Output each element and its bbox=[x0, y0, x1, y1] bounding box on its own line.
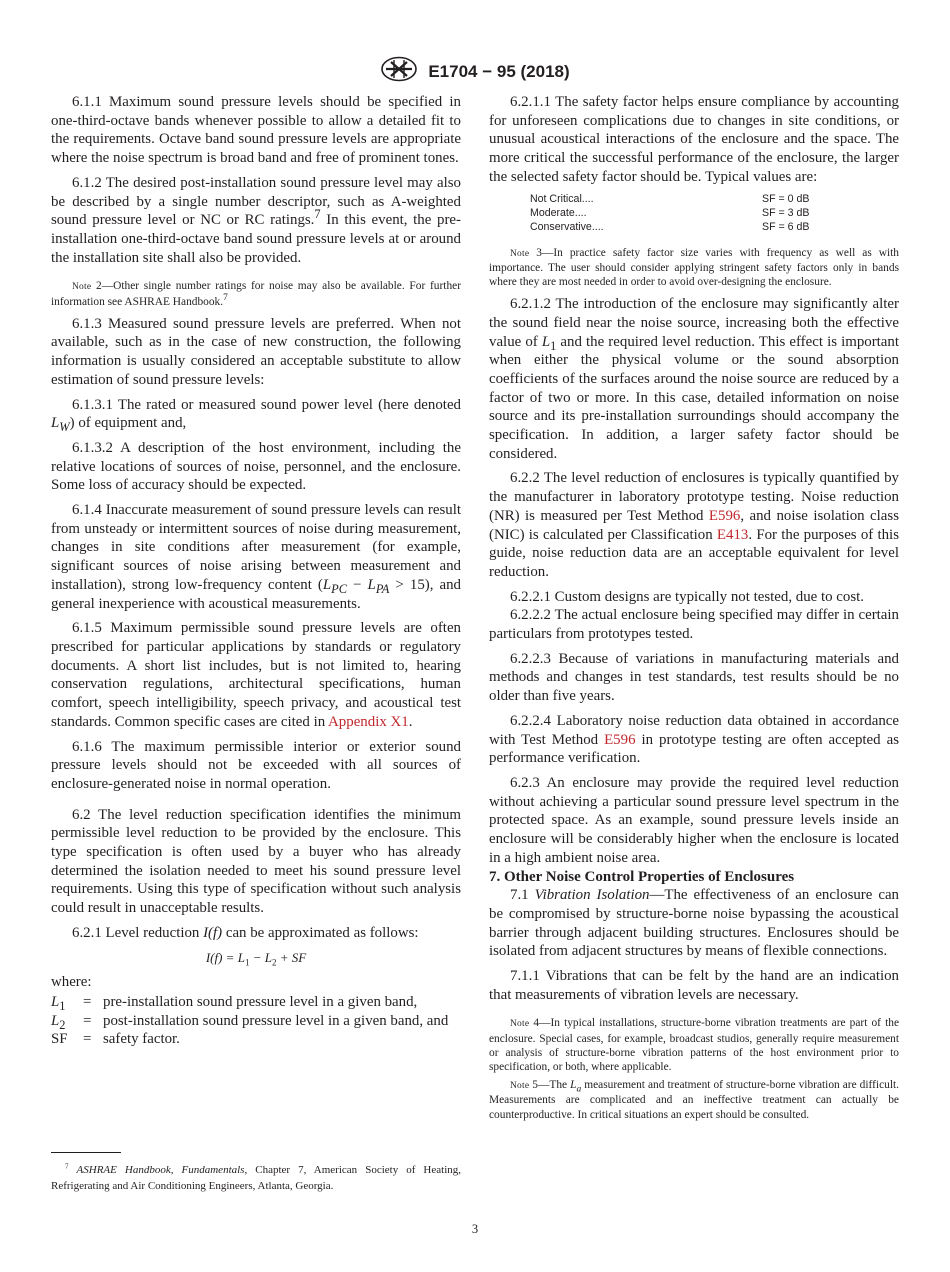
paragraph-6-2: 6.2 The level reduction specification identifies the minimum permissible level reduction to be provided by the enclosure. This type specification is often used by a buyer who has already determined the isolation needed to meet his sound pressure level requirements. Using this type of specification without such analysis could result in unacceptable results. bbox=[51, 806, 461, 917]
variable-definitions bbox=[51, 993, 461, 1049]
footnote-7: $^7$ ASHRAE Handbook, Fundamentals, Chapter 7, American Society of Heating, Refrigerating and Air Conditioning Engineers, Atlanta, Georgia. bbox=[51, 1162, 462, 1192]
paragraph-6-1-1: 6.1.1 Maximum sound pressure levels should be specified in one-third-octave bands whenever possible to allow a detailed fit to the requirements. Octave band sound pressure levels are appropriate where the noise spectrum is broad band and free of prominent tones. bbox=[51, 94, 461, 167]
paragraph-6-1-3: 6.1.3 Measured sound pressure levels are preferred. When not available, such as in the case of new construction, the following information is usually considered an acceptable substitute to allow estimation of sound pressure levels: bbox=[51, 315, 461, 388]
e596-link[interactable]: E596 bbox=[708, 507, 741, 524]
paragraph-6-2-1-1: 6.2.1.1 The safety factor helps ensure compliance by accounting for unforeseen complications due to changes in site conditions, or unusual acoustical interactions of the enclosure and the space. The more critical the successful performance of the enclosure, the larger the selected safety factor should be. Typical values are: bbox=[489, 94, 899, 185]
e596-link[interactable]: E596 bbox=[604, 731, 636, 748]
note-5: Note 5—The $L_a$ measurement and treatment of structure-borne vibration are difficult. Measurements are complicated and an ineffective treatment can actually be counterproductive. In critical situations an expert should be consulted. bbox=[489, 1079, 899, 1121]
def-text-l2: post-installation sound pressure level in a given band, and bbox=[103, 1012, 449, 1029]
paragraph-6-1-3-2: 6.1.3.2 A description of the host environment, including the relative locations of sources of noise, personnel, and the enclosure. Some loss of accuracy should be expected. bbox=[51, 439, 461, 494]
sf-label: Conservative.... bbox=[530, 220, 604, 233]
def-text-sf: safety factor. bbox=[103, 1031, 180, 1048]
sf-value: SF = 6 dB bbox=[762, 220, 810, 233]
section-7-heading: 7. Other Noise Control Properties of Enclosures bbox=[489, 868, 795, 885]
footnote-rule bbox=[51, 1152, 121, 1153]
def-equals: = bbox=[83, 993, 92, 1010]
paragraph-6-1-4: 6.1.4 Inaccurate measurement of sound pressure levels can result from unsteady or intermittent sources of noise during measurement, changes in site conditions after measurement (for example, significant sources of noise arising between measurement and installation), strong low-frequency content $(L_{PC} - L_{PA} > 15)$, and general inexperience with acoustical measurements. bbox=[51, 502, 461, 612]
note-3: Note 3—In practice safety factor size varies with frequency as well as with importance. The user should consider applying stringent safety factors only in bands where they are most needed in order to avoid over-designing the enclosure. bbox=[489, 246, 899, 288]
note-2: Note 2—Other single number ratings for noise may also be available. For further information see ASHRAE Handbook.$^7$ bbox=[51, 280, 461, 308]
paragraph-6-1-6: 6.1.6 The maximum permissible interior or exterior sound pressure levels should not be exceeded with all sources of enclosure-generated noise in normal operation. bbox=[51, 738, 461, 792]
def-equals: = bbox=[83, 1031, 92, 1048]
astm-logo-icon bbox=[380, 56, 418, 87]
sf-value: SF = 3 dB bbox=[762, 206, 810, 219]
where-label: where: bbox=[51, 974, 92, 991]
paragraph-6-2-2-3: 6.2.2.3 Because of variations in manufacturing materials and methods and changes in test standards, test results should be no older than five years. bbox=[489, 650, 899, 705]
note-4: Note 4—In typical installations, structure-borne vibration treatments are part of the enclosure. Special cases, for example, broadcast studios, generally require measurement or analysis of structure-borne vibration patterns of the host environment prior to specification, or both, where applicable. bbox=[489, 1017, 899, 1074]
paragraph-7-1: 7.1 Vibration Isolation—The effectiveness of an enclosure can be compromised by structure-borne noise bypassing the acoustical barrier through adjacent building structures. Enclosures should be isolated from adjacent structures by means of flexible connections. bbox=[489, 887, 900, 960]
appendix-x1-link[interactable]: Appendix X1 bbox=[328, 713, 409, 730]
paragraph-6-2-2-4: 6.2.2.4 Laboratory noise reduction data obtained in accordance with Test Method E596 in prototype testing are often accepted as performance verification. bbox=[489, 712, 899, 767]
page-header bbox=[0, 56, 950, 87]
def-text-l1: pre-installation sound pressure level in a given band, bbox=[103, 993, 418, 1010]
paragraph-6-2-2: 6.2.2 The level reduction of enclosures is typically quantified by the manufacturer in laboratory prototype testing. Noise reduction (NR) is measured per Test Method E596, and noise isolation class (NIC) is calculated per Classification E413. For the purposes of this guide, noise reduction data are an acceptable equivalent for level reduction. bbox=[489, 470, 899, 580]
page-number: 3 bbox=[471, 1222, 479, 1236]
left-column bbox=[51, 93, 461, 1049]
level-reduction-formula: $I(f) = L_1 - L_2$ + SF bbox=[205, 949, 307, 968]
paragraph-6-2-1: 6.2.1 Level reduction I(f) can be approximated as follows: bbox=[72, 924, 419, 941]
sf-value: SF = 0 dB bbox=[762, 192, 810, 205]
paragraph-6-2-3: 6.2.3 An enclosure may provide the required level reduction without achieving a particular sound pressure level spectrum in the protected space. As an example, sound pressure levels inside an enclosure will be considerably higher when the enclosure is located in a high ambient noise area. bbox=[489, 775, 899, 866]
paragraph-7-1-1: 7.1.1 Vibrations that can be felt by the hand are an indication that measurements of vibration levels are necessary. bbox=[489, 968, 899, 1003]
def-symbol-sf: SF bbox=[51, 1031, 68, 1048]
document-designation: E1704 − 95 (2018) bbox=[428, 61, 570, 81]
paragraph-6-2-2-2: 6.2.2.2 The actual enclosure being specified may differ in certain particulars from prototypes tested. bbox=[489, 607, 899, 643]
paragraph-6-1-3-1: 6.1.3.1 The rated or measured sound power level (here denoted $L_W$) of equipment and, bbox=[51, 396, 461, 435]
right-column bbox=[489, 93, 899, 1122]
sf-label: Not Critical.... bbox=[530, 192, 594, 205]
def-symbol-l1: $L_1$ bbox=[51, 993, 66, 1013]
e413-link[interactable]: E413 bbox=[716, 526, 749, 543]
paragraph-6-2-1-2: 6.2.1.2 The introduction of the enclosure may significantly alter the sound field near the noise source, increasing both the effective value of $L_1$ and the required level reduction. This effect is important when either the physical volume or the sound absorption coefficients of the surfaces around the noise source are reduced by a factor of two or more. In this case, detailed information on noise source and its pre-installation surroundings should accompany the specification. In addition, a larger safety factor should be considered. bbox=[489, 296, 899, 462]
sf-label: Moderate.... bbox=[530, 206, 587, 219]
safety-factor-table bbox=[530, 192, 899, 234]
def-symbol-l2: $L_2$ bbox=[51, 1012, 66, 1032]
paragraph-6-1-2: 6.1.2 The desired post-installation sound pressure level may also be described by a single number descriptor, such as A-weighted sound pressure level or NC or RC ratings.$^7$ In this event, the pre-installation one-third-octave band sound pressure levels at or around the installation site shall also be provided. bbox=[51, 174, 461, 266]
paragraph-6-2-2-1: 6.2.2.1 Custom designs are typically not tested, due to cost. bbox=[510, 588, 865, 605]
paragraph-6-1-5: 6.1.5 Maximum permissible sound pressure levels are often prescribed for particular applications by standards or regulatory documents. A short list includes, but is not limited to, hearing conservation regulations, architectural specifications, human comfort, speech intelligibility, speech privacy, and acoustical test standards. Common specific cases are cited in Appendix X1. bbox=[51, 620, 461, 730]
def-equals: = bbox=[83, 1012, 92, 1029]
